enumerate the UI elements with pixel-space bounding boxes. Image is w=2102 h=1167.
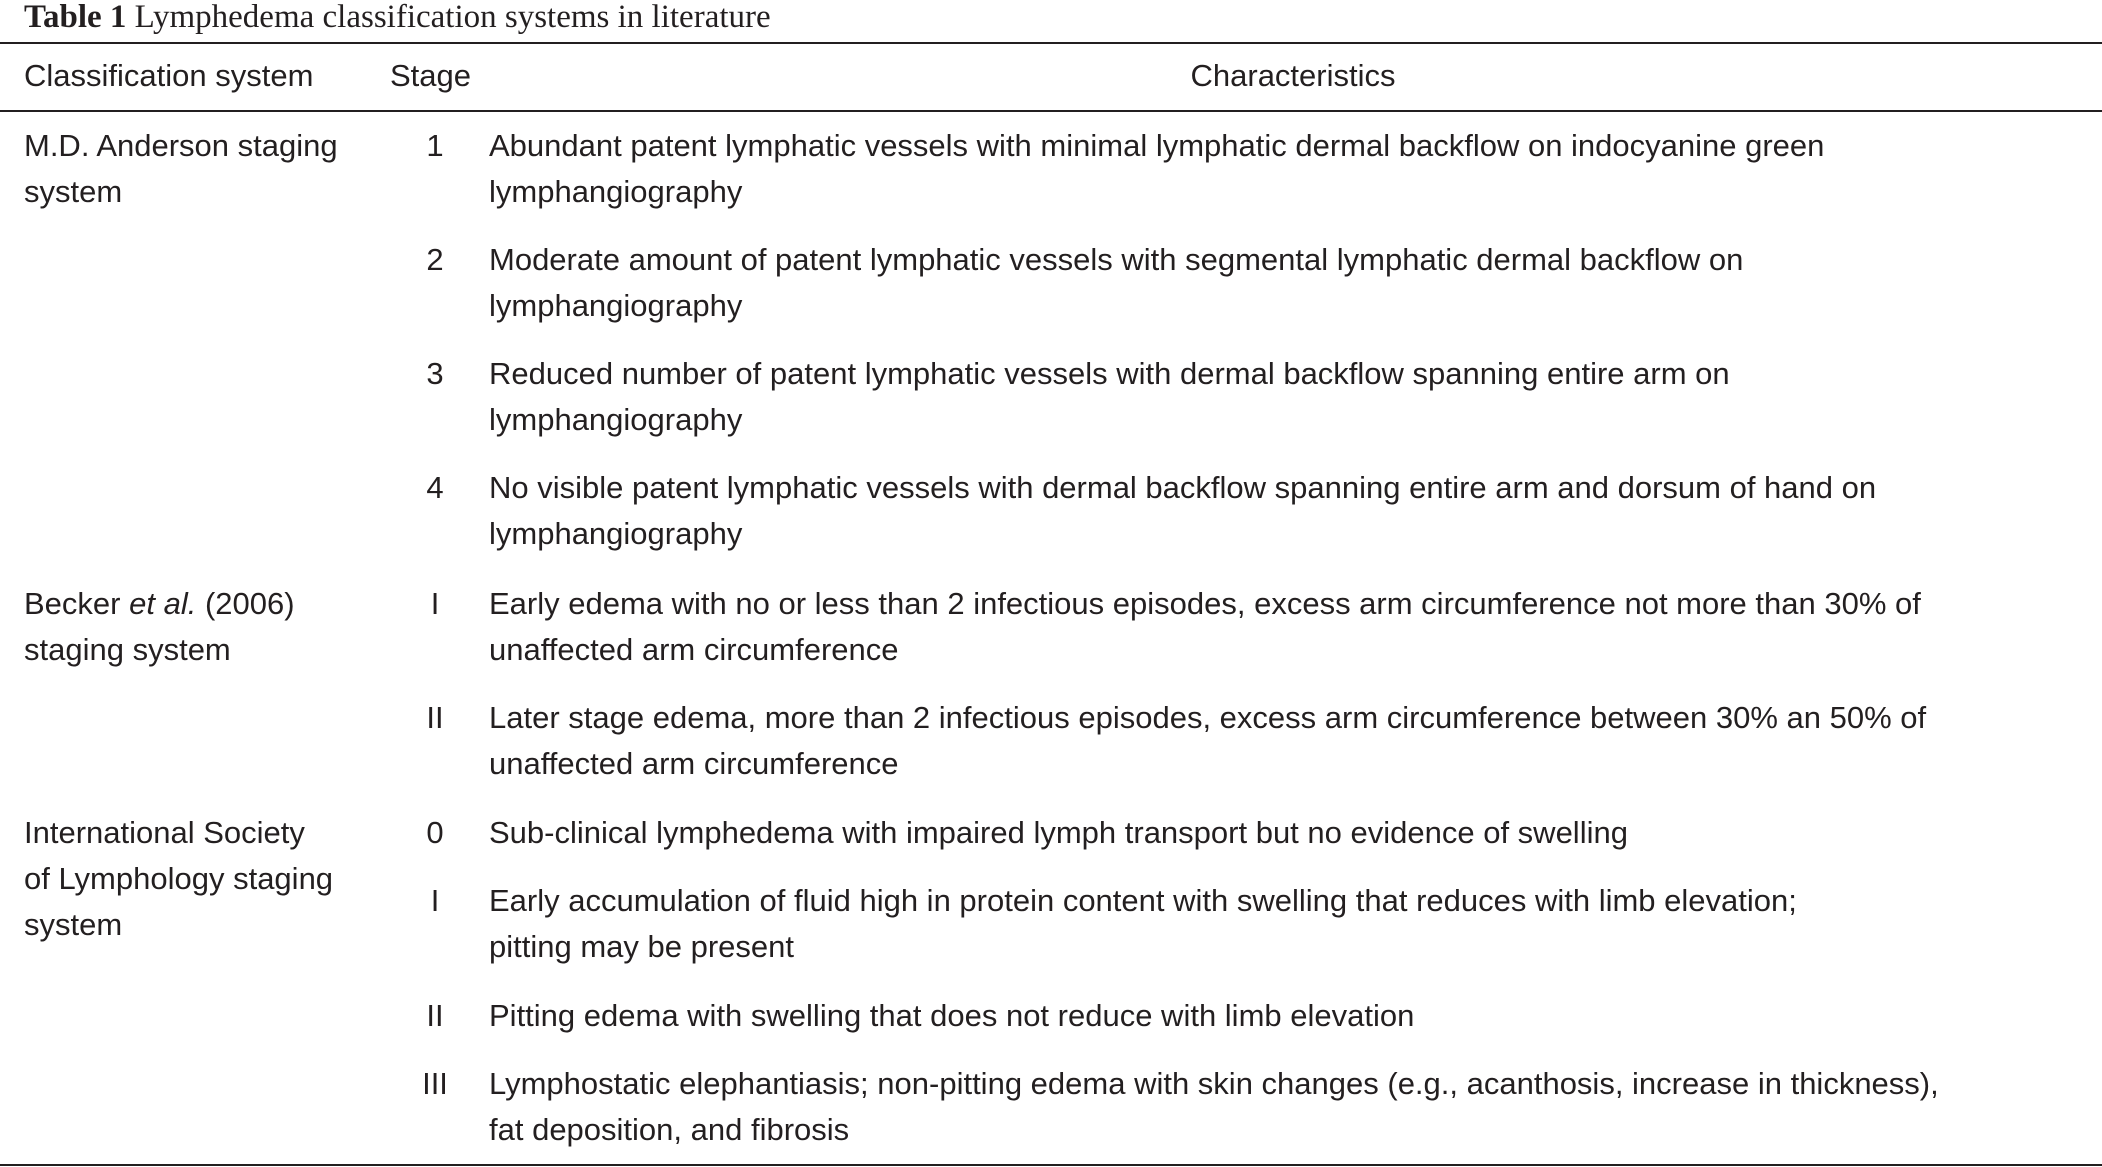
header-classification-system: Classification system [24, 58, 314, 93]
stage-cell: 4 [426, 470, 444, 505]
system-line: system [24, 174, 123, 209]
system-line [24, 581, 384, 627]
characteristics-line: No visible patent lymphatic vessels with dermal backflow spanning entire arm and dorsum of hand on [489, 470, 1877, 505]
stage-cell: 0 [426, 815, 444, 850]
characteristics-cell [489, 581, 2089, 673]
system-suffix: (2006) [196, 586, 295, 621]
characteristics-line: Sub-clinical lymphedema with impaired lymph transport but no evidence of swelling [489, 815, 1628, 850]
characteristics-line: Early edema with no or less than 2 infectious episodes, excess arm circumference not more than 30% of [489, 586, 1921, 621]
characteristics-line: lymphangiography [489, 402, 743, 437]
characteristics-line: Reduced number of patent lymphatic vessels with dermal backflow spanning entire arm on [489, 356, 1730, 391]
stage-cell: II [426, 998, 444, 1033]
table-caption-label: Table 1 [24, 0, 127, 35]
characteristics-line: Pitting edema with swelling that does not reduce with limb elevation [489, 998, 1415, 1033]
characteristics-cell [489, 351, 2089, 443]
table-top-rule [0, 42, 2102, 44]
characteristics-line: Later stage edema, more than 2 infectious episodes, excess arm circumference between 30% an 50% of [489, 700, 1927, 735]
characteristics-line: fat deposition, and fibrosis [489, 1112, 850, 1147]
system-becker [24, 581, 384, 673]
characteristics-cell [489, 123, 2089, 215]
characteristics-cell [489, 695, 2089, 787]
table-bottom-rule [0, 1164, 2102, 1166]
stage-cell: 3 [426, 356, 444, 391]
stage-cell: 2 [426, 242, 444, 277]
characteristics-line: pitting may be present [489, 929, 795, 964]
characteristics-cell [489, 878, 2089, 970]
system-italic: et al. [129, 586, 197, 621]
system-line: International Society [24, 815, 305, 850]
stage-cell: I [430, 586, 440, 621]
table-header-rule [0, 110, 2102, 112]
system-isl [24, 810, 384, 948]
characteristics-cell [489, 1061, 2089, 1153]
characteristics-line: Moderate amount of patent lymphatic vessels with segmental lymphatic dermal backflow on [489, 242, 1744, 277]
characteristics-line: lymphangiography [489, 174, 743, 209]
system-md-anderson [24, 123, 384, 215]
stage-cell: I [430, 883, 440, 918]
table-caption-title: Lymphedema classification systems in literature [134, 0, 771, 35]
system-line: M.D. Anderson staging [24, 128, 338, 163]
characteristics-line: unaffected arm circumference [489, 746, 899, 781]
system-line: system [24, 907, 123, 942]
stage-cell: III [422, 1066, 448, 1101]
characteristics-cell [489, 237, 2089, 329]
stage-cell: II [426, 700, 444, 735]
characteristics-cell [489, 465, 2089, 557]
header-characteristics: Characteristics [1190, 58, 1396, 93]
characteristics-line: Lymphostatic elephantiasis; non-pitting edema with skin changes (e.g., acanthosis, increase in thickness), [489, 1066, 1939, 1101]
characteristics-line: Early accumulation of fluid high in protein content with swelling that reduces with limb elevation; [489, 883, 1797, 918]
characteristics-cell [489, 810, 2089, 856]
characteristics-line: unaffected arm circumference [489, 632, 899, 667]
system-line: staging system [24, 632, 231, 667]
stage-cell: 1 [426, 128, 444, 163]
characteristics-line: Abundant patent lymphatic vessels with minimal lymphatic dermal backflow on indocyanine green [489, 128, 1825, 163]
system-prefix: Becker [24, 586, 130, 621]
characteristics-line: lymphangiography [489, 516, 743, 551]
header-stage: Stage [390, 58, 472, 93]
characteristics-cell [489, 993, 2089, 1039]
table-caption [24, 0, 771, 40]
system-line: of Lymphology staging [24, 861, 334, 896]
characteristics-line: lymphangiography [489, 288, 743, 323]
